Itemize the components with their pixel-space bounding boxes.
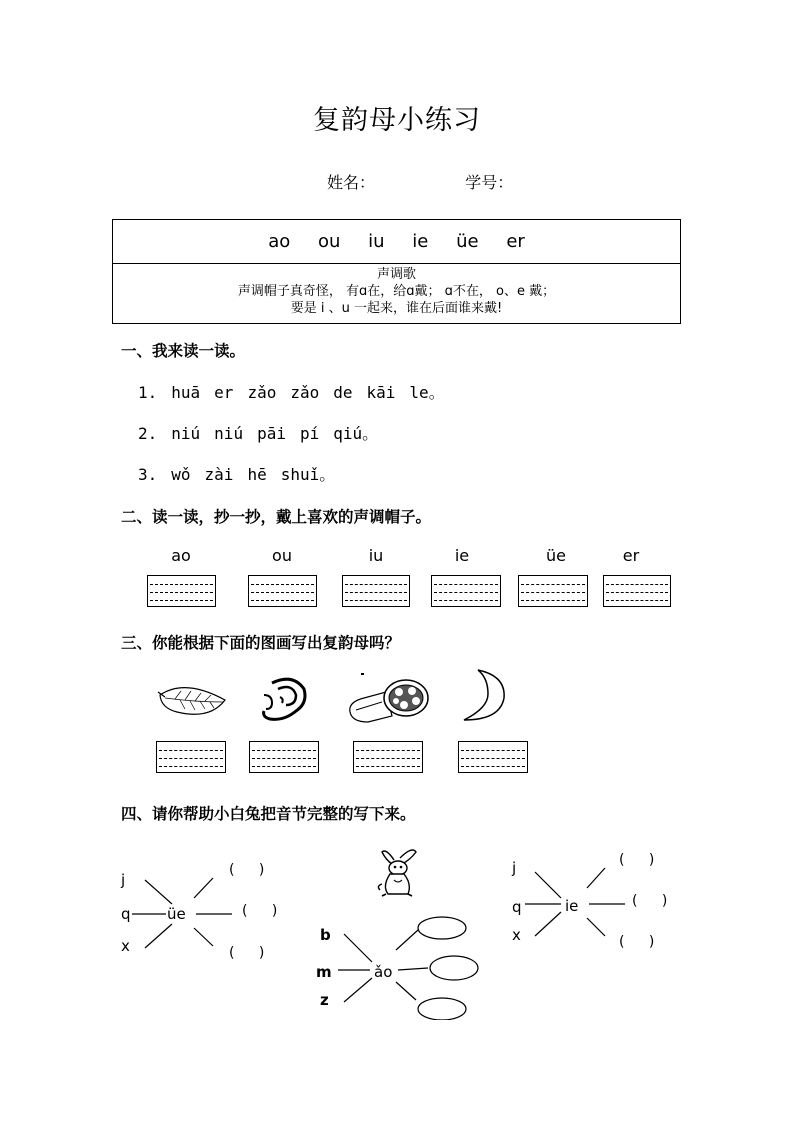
- word: shuǐ。: [280, 465, 336, 484]
- final-iu: iu: [368, 231, 385, 252]
- word: zǎo: [290, 383, 320, 402]
- right-initial-q: q: [512, 898, 522, 916]
- right-initial-j: j: [512, 859, 517, 877]
- middle-initial-m: m: [316, 963, 332, 981]
- word: pāi: [257, 424, 286, 443]
- word: zǎo: [247, 383, 277, 402]
- word: niú: [171, 424, 201, 443]
- reading-line-1: [138, 380, 459, 403]
- picture-answer-box-3[interactable]: [353, 741, 423, 773]
- copy-label-ou: ou: [272, 546, 292, 565]
- picture-answer-box-2[interactable]: [249, 741, 319, 773]
- section3-heading: 三、你能根据下面的图画写出复韵母吗？: [121, 634, 401, 652]
- left-blank-1[interactable]: ( ): [229, 862, 275, 878]
- left-initial-q: q: [121, 905, 131, 923]
- finals-header: [113, 220, 680, 264]
- line-number: 1.: [138, 383, 158, 402]
- write-box-iu[interactable]: [342, 575, 410, 607]
- reading-line-3: [138, 462, 349, 485]
- left-initial-j: j: [121, 871, 126, 889]
- copy-label-ue: üe: [546, 546, 566, 565]
- word: qiú。: [333, 424, 379, 443]
- crescent-moon-icon: [458, 668, 508, 724]
- left-blank-3[interactable]: ( ): [229, 945, 275, 961]
- copy-label-ao: ao: [171, 546, 191, 565]
- right-center-final: ie: [565, 897, 579, 915]
- name-row: [327, 170, 513, 193]
- final-ie: ie: [412, 231, 429, 252]
- student-number-label: 学号：: [465, 173, 514, 192]
- picture-answer-box-4[interactable]: [458, 741, 528, 773]
- word: pí: [299, 424, 320, 443]
- write-box-ao[interactable]: [147, 575, 216, 607]
- word: niú: [214, 424, 244, 443]
- word: le。: [409, 383, 445, 402]
- final-ao: ao: [268, 231, 291, 252]
- middle-initial-b: b: [320, 926, 331, 944]
- middle-initial-z: z: [320, 991, 329, 1009]
- word: wǒ: [171, 465, 191, 484]
- copy-label-er: er: [622, 546, 640, 565]
- tone-song: [113, 264, 680, 317]
- copy-label-ie: ie: [454, 546, 470, 565]
- film-reel-icon: [346, 672, 432, 724]
- section1-heading: 一、我来读一读。: [121, 342, 246, 360]
- leaf-icon: [155, 680, 230, 720]
- picture-answer-box-1[interactable]: [156, 741, 226, 773]
- middle-center-final: ǎo: [374, 963, 393, 981]
- line-number: 2.: [138, 424, 158, 443]
- song-line-2: 要是 i 、u 一起来，谁在后面谁来戴!: [290, 301, 503, 316]
- write-box-ue[interactable]: [518, 575, 588, 607]
- right-blank-3[interactable]: ( ): [619, 934, 665, 950]
- write-box-er[interactable]: [603, 575, 671, 607]
- right-initial-x: x: [512, 926, 521, 944]
- word: zài: [204, 465, 234, 484]
- final-er: er: [506, 231, 525, 252]
- word: er: [214, 383, 234, 402]
- line-number: 3.: [138, 465, 158, 484]
- page-title: 复韵母小练习: [313, 105, 481, 136]
- final-ou: ou: [317, 231, 341, 252]
- right-blank-2[interactable]: ( ): [632, 893, 678, 909]
- ear-icon: [258, 675, 312, 725]
- section4-heading: 四、请你帮助小白兔把音节完整的写下来。: [121, 805, 416, 823]
- write-box-ou[interactable]: [248, 575, 317, 607]
- song-title: 声调歌: [376, 267, 416, 282]
- rabbit-icon: [372, 846, 422, 898]
- reading-line-2: [138, 421, 392, 444]
- name-label: 姓名：: [327, 173, 376, 192]
- left-center-final: üe: [167, 905, 186, 923]
- final-ue: üe: [456, 231, 479, 252]
- word: kāi: [366, 383, 396, 402]
- left-blank-2[interactable]: ( ): [242, 903, 288, 919]
- finals-box: [112, 219, 681, 324]
- word: de: [333, 383, 353, 402]
- song-line-1: 声调帽子真奇怪， 有ɑ在，给ɑ戴； ɑ不在， o、e 戴；: [237, 284, 556, 299]
- right-blank-1[interactable]: ( ): [619, 852, 665, 868]
- copy-label-iu: iu: [368, 546, 384, 565]
- word: huā: [171, 383, 201, 402]
- word: hē: [247, 465, 267, 484]
- left-initial-x: x: [121, 937, 130, 955]
- write-box-ie[interactable]: [431, 575, 501, 607]
- section2-heading: 二、读一读，抄一抄，戴上喜欢的声调帽子。: [121, 508, 432, 526]
